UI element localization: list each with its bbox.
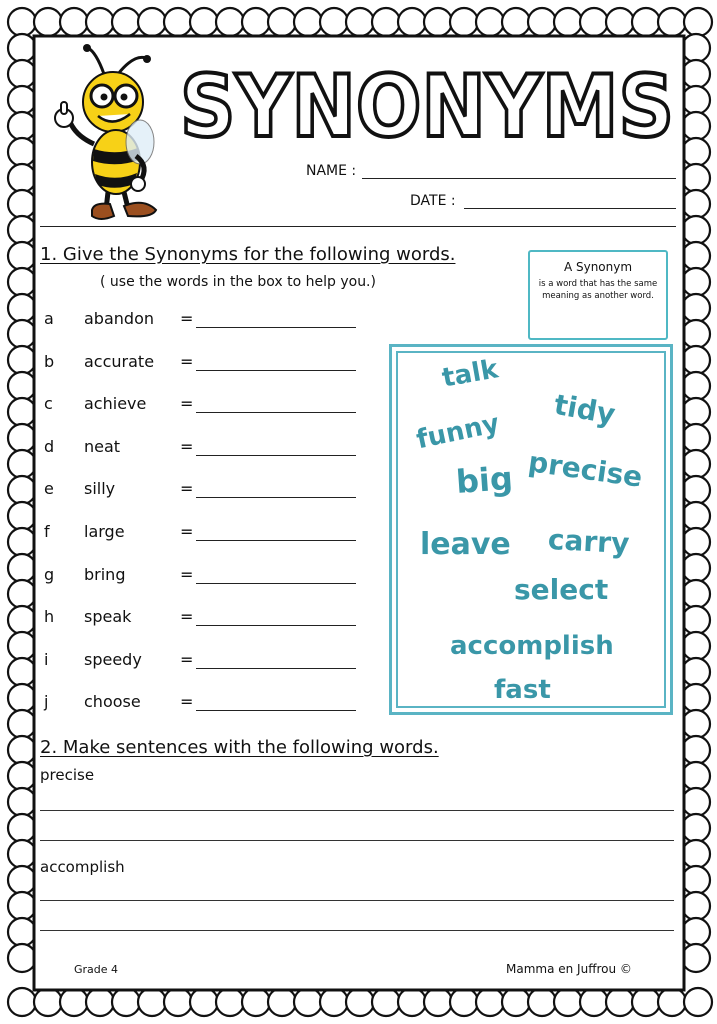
answer-line[interactable] [196,625,356,626]
border-scallop [682,86,710,114]
border-scallop [8,112,36,140]
border-scallop [242,8,270,36]
border-scallop [320,988,348,1016]
answer-line[interactable] [196,583,356,584]
border-scallop [216,988,244,1016]
border-scallop [8,580,36,608]
sentence-writing-line[interactable] [40,930,674,931]
equals-sign: = [180,564,194,584]
border-scallop [682,190,710,218]
border-scallop [682,320,710,348]
border-scallop [682,34,710,62]
section-2-heading: 2. Make sentences with the following words. [40,737,439,758]
question-letter: d [44,436,55,456]
border-scallop [632,8,660,36]
border-scallop [294,988,322,1016]
border-scallop [8,346,36,374]
answer-line[interactable] [196,497,356,498]
border-scallop [8,86,36,114]
border-scallop [682,918,710,946]
word-bank-box [389,344,673,715]
border-scallop [682,736,710,764]
question-word: achieve [84,394,147,414]
border-scallop [86,988,114,1016]
border-scallop [112,988,140,1016]
question-word: neat [84,436,121,456]
equals-sign: = [180,649,194,669]
border-scallop [8,164,36,192]
border-scallop [658,988,686,1016]
svg-text:SYNONYMS: SYNONYMS [180,57,674,148]
equals-sign: = [180,692,194,712]
sentence-prompt-word: accomplish [40,858,125,876]
border-scallop [8,918,36,946]
border-scallop [554,8,582,36]
border-scallop [8,988,36,1016]
equals-sign: = [180,522,194,541]
question-word: speak [84,607,132,627]
border-scallop [138,988,166,1016]
border-scallop [682,606,710,634]
border-scallop [8,502,36,530]
border-scallop [346,8,374,36]
border-scallop [8,476,36,504]
border-scallop [580,988,608,1016]
border-scallop [424,988,452,1016]
border-scallop [294,8,322,36]
border-scallop [528,988,556,1016]
sentence-writing-line[interactable] [40,900,674,901]
border-scallop [372,8,400,36]
synonym-question-row [44,394,364,418]
section-1-heading: 1. Give the Synonyms for the following words. [40,244,456,265]
border-scallop [190,988,218,1016]
border-scallop [682,580,710,608]
border-scallop [682,268,710,296]
border-scallop [8,60,36,88]
border-scallop [554,988,582,1016]
border-scallop [8,528,36,556]
sentence-writing-line[interactable] [40,840,674,841]
border-scallop [8,268,36,296]
border-scallop [450,8,478,36]
border-scallop [682,398,710,426]
equals-sign: = [180,479,194,499]
border-scallop [502,8,530,36]
answer-line[interactable] [196,327,356,328]
equals-sign: = [180,394,194,414]
border-scallop [528,8,556,36]
border-scallop [190,8,218,36]
word-bank-word: leave [420,527,511,562]
border-scallop [682,346,710,374]
border-scallop [580,8,608,36]
border-scallop [682,372,710,400]
border-scallop [320,8,348,36]
border-scallop [682,476,710,504]
synonym-question-row [44,522,364,546]
border-scallop [8,424,36,452]
border-scallop [242,988,270,1016]
border-scallop [658,8,686,36]
border-scallop [682,788,710,816]
border-scallop [8,320,36,348]
border-scallop [8,632,36,660]
header-divider [40,226,676,227]
border-scallop [8,216,36,244]
border-scallop [372,988,400,1016]
border-scallop [682,658,710,686]
border-scallop [86,8,114,36]
synonym-question-row [44,479,364,503]
border-scallop [8,242,36,270]
border-scallop [502,988,530,1016]
border-scallop [8,840,36,868]
definition-title: A Synonym [563,260,633,274]
border-scallop [682,60,710,88]
border-scallop [682,866,710,894]
border-scallop [682,814,710,842]
question-word: accurate [84,351,155,371]
definition-text: is a word that has the same meaning as another word. [538,279,658,301]
border-scallop [684,988,712,1016]
border-scallop [476,8,504,36]
border-scallop [632,988,660,1016]
synonym-question-row [44,309,364,333]
border-scallop [346,988,374,1016]
synonym-question-row [44,352,364,376]
word-bank-word: talk [439,354,501,394]
border-scallop [682,294,710,322]
equals-sign: = [180,309,194,328]
question-letter: c [44,394,53,414]
border-scallop [8,190,36,218]
equals-sign: = [180,351,194,371]
border-scallop [8,554,36,582]
bee-mascot-icon [48,44,168,229]
border-scallop [8,684,36,712]
question-letter: h [44,607,55,627]
question-word: choose [84,692,141,712]
border-scallop [682,632,710,660]
border-scallop [398,8,426,36]
credit-label: Mamma en Juffrou © [506,962,632,976]
border-scallop [682,710,710,738]
border-scallop [424,8,452,36]
answer-line[interactable] [196,455,356,456]
border-scallop [8,658,36,686]
border-scallop [60,8,88,36]
question-word: bring [84,564,126,584]
question-letter: f [44,522,50,541]
question-word: abandon [84,309,154,328]
border-scallop [682,112,710,140]
word-bank-word: select [514,573,609,606]
border-scallop [682,892,710,920]
border-scallop [682,762,710,790]
border-scallop [398,988,426,1016]
border-scallop [268,8,296,36]
border-scallop [682,502,710,530]
word-bank-word: big [454,459,515,501]
synonym-question-row [44,692,364,716]
definition-box [528,250,668,340]
name-label: NAME : [306,163,357,179]
border-scallop [476,988,504,1016]
border-scallop [8,8,36,36]
question-letter: i [44,649,49,669]
border-scallop [682,164,710,192]
date-input-line[interactable] [464,208,676,209]
date-label: DATE : [410,193,456,209]
question-word: speedy [84,649,142,669]
border-scallop [682,216,710,244]
answer-line[interactable] [196,540,356,541]
section-1-note: ( use the words in the box to help you.) [100,274,376,290]
equals-sign: = [180,607,194,627]
question-word: silly [84,479,116,499]
answer-line[interactable] [196,412,356,413]
border-scallop [682,450,710,478]
word-bank-word: fast [494,675,551,705]
border-scallop [164,8,192,36]
name-input-line[interactable] [362,178,676,179]
border-scallop [606,988,634,1016]
border-scallop [112,8,140,36]
word-bank-word: accomplish [450,631,614,661]
border-scallop [8,762,36,790]
border-scallop [8,814,36,842]
synonym-question-row [44,607,364,631]
border-scallop [682,424,710,452]
grade-label: Grade 4 [74,963,119,976]
border-scallop [450,988,478,1016]
border-scallop [8,866,36,894]
border-scallop [8,606,36,634]
synonym-question-row [44,650,364,674]
border-scallop [682,528,710,556]
border-scallop [34,8,62,36]
border-scallop [34,988,62,1016]
word-bank-word: precise [526,445,645,494]
border-scallop [8,450,36,478]
question-letter: j [44,692,49,712]
question-word: large [84,522,125,541]
border-scallop [682,840,710,868]
border-scallop [60,988,88,1016]
border-scallop [8,34,36,62]
border-scallop [8,710,36,738]
sentence-prompt-word: precise [40,766,95,784]
border-scallop [8,294,36,322]
synonym-question-row [44,437,364,461]
border-scallop [8,398,36,426]
answer-line[interactable] [196,710,356,711]
border-scallop [8,944,36,972]
answer-line[interactable] [196,668,356,669]
synonym-question-row [44,565,364,589]
border-scallop [682,944,710,972]
border-scallop [8,138,36,166]
question-letter: b [44,351,55,371]
border-scallop [682,242,710,270]
border-scallop [682,554,710,582]
border-scallop [682,684,710,712]
border-scallop [8,372,36,400]
border-scallop [164,988,192,1016]
equals-sign: = [180,436,194,456]
word-bank-word: funny [413,408,502,456]
border-scallop [268,988,296,1016]
word-bank-word: carry [547,522,631,561]
border-scallop [684,8,712,36]
sentence-writing-line[interactable] [40,810,674,811]
border-scallop [8,892,36,920]
answer-line[interactable] [196,370,356,371]
word-bank-word: tidy [551,387,618,432]
question-letter: e [44,479,54,499]
border-scallop [216,8,244,36]
question-letter: a [44,309,54,328]
border-scallop [8,788,36,816]
border-scallop [682,138,710,166]
question-letter: g [44,564,55,584]
border-scallop [8,736,36,764]
border-scallop [138,8,166,36]
border-scallop [606,8,634,36]
page-title [178,52,678,148]
